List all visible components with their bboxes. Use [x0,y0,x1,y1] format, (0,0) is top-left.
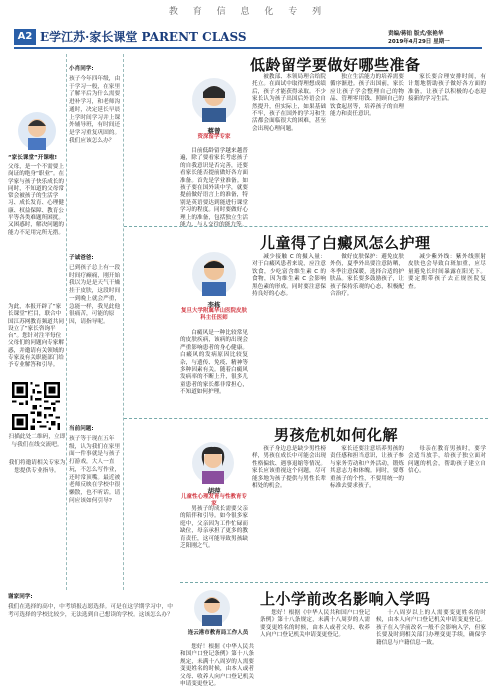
expert-role: 资深留学专家 [197,134,231,140]
article-headline: 儿童得了白癜风怎么护理 [260,234,431,252]
article-col: 十八周岁以上的人需要变更姓名的时候，由本人向户口登记机关申请变更登记。孩子在入学前改名一般不会影响入学，但家长要及时到相关部门办理变更手续，确保学籍信息与户籍信息一致。 [376,610,486,646]
page-number: A2 [14,29,36,45]
article-col: 男孩子的成长需要父亲的陪伴和引导。如今很多家庭中，父亲因为工作忙碌而缺位，母亲承担了更多的教育责任，这可能导致男孩缺乏阳刚之气。 [180,506,248,550]
editor-line: 责编/蒋铂 版式/张艳华 [388,31,444,37]
expert-avatar-icon [194,590,230,626]
article-col: 减少紫外线：紫外线照射皮肤也会导致白斑加重，应尽量避免长时间暴露在阳光下。要定期带孩子去正规医院复查。 [408,254,486,290]
section-divider [124,226,488,227]
article-col: 独立生活能力的培养需要循序渐进。孩子出国前，家长应让孩子学会整理自己的物品、管理零用钱、照顾自己的饮食起居等，培养孩子的自理能力和责任意识。 [330,74,404,118]
article-study-abroad [180,52,488,229]
expert-avatar-icon [192,78,236,122]
article-col: 母亲在教育男孩时，要学会适当放手，给孩子独立面对问题的机会，帮助孩子建立自信心。 [408,446,486,475]
question-text: 孩子今年四年级，由于学习一般，在家里了解平后为什么需要进补学习，和老师沟通时，决定延长早晨上学时间学习并上课外辅导班，有时间还是学习重复巩固的。我们应该怎么办？ [69,76,121,144]
article-col: 家长还要注意培养男孩的责任感和担当意识，让孩子参与家务劳动和户外活动，锻炼其意志力和体魄。同时，要尊重孩子的个性，不要用统一的标准去要求孩子。 [330,446,404,490]
section-divider [180,582,488,583]
bottom-note [8,594,178,686]
article-col: 减少接触 C 的摄入量：对于白癜风患者来说，应注意饮食，少吃富含维生素 C 的食物，因为维生素 C 会影响黑色素的形成。同时要注意保持良好的心态。 [252,254,326,298]
article-headline: 男孩危机如何化解 [274,426,399,444]
masthead [0,0,496,50]
expert-avatar-icon [192,442,234,484]
article-col: 做好皮肤保护：避免皮肤外伤，夏季外出要注意防晒，冬季注意保暖，选择合适的护肤品。家长要多鼓励孩子，让孩子保持乐观的心态，积极配合治疗。 [330,254,404,298]
masthead-rule [14,47,482,49]
question-asker: 子诚爸爸: [69,255,94,261]
article-col: 白癜风是一种比较常见的皮肤疾病，该病的出现会严重影响患者的身心健康。白癜风的发病原因比较复杂，与遗传、免疫、精神等多种因素有关。随着白癜风发病率的不断上升，很多儿童患者的家长都非常担心，不知道如何护理。 [180,330,248,396]
section-title: E学江苏·家长课堂 PARENT CLASS [40,30,247,44]
expert-role: 儿童性心理发育与性教育专家 [180,494,247,507]
bottom-note-asker: 谢家同学: [8,594,33,600]
expert-avatar-icon [192,252,236,296]
expert-invite: 我们将邀请相关专家为您提供专业指导。 [8,460,66,474]
article-col: 家长要合理安排时间，有计划地帮助孩子做好各方面的准备，让孩子以积极的心态迎接新的学习生活。 [408,74,486,103]
question-text: 孩子等于现在五年级，认为我们在家里面一件事就是与孩子打游戏，大人一直玩，不怎么写作业，还时常顶嘴。最近被老师反映在学校中很懒散，也不听话。请问应该如何引导? [69,436,121,504]
column-rule [66,54,67,590]
masthead-slogan: 教 育 信 息 化 专 列 [168,7,328,17]
article-headline: 上小学前改名影响入学吗 [260,590,431,608]
article-col: 目前低龄留学越来越普遍，除了要看家长考虑孩子的自我意识是否完善，还要看家长能否提前做好各方面准备。首先是学业准备。如孩子要在国外读中学，就要提前做好语言上的准备，特别是英语要达到能进行课堂学习的程度。同时要做好心理上的准备，包括独立生活能力、与人交往的能力等。 [180,148,248,229]
expert-name: 胡萍 [207,487,221,495]
question-asker: 当前问题: [69,426,94,432]
section-divider [124,418,488,419]
article-col: 您好！根据《中华人民共和国户口登记条例》第十八条规定，未满十八周岁的人需要变更姓名的时候，由本人或者父母、收养人向户口登记机关申请变更登记。 [180,644,254,688]
expert-role: 复旦大学附属华山医院皮肤科主任医师 [180,308,247,321]
column-rule [123,54,124,590]
qr-code[interactable] [12,382,60,430]
cartoon-icon [18,112,56,150]
bottom-note-text: 我们在选择的高中，中考填报志愿选择。可是在这学期学习中，中考可选择的学校比较少，无法选到自己想读的学校。这该怎么办？ [8,604,173,618]
article-col: 孩子身边总是缺少男性榜样，男孩在成长中可能会出现性格偏软、遇事退缩等情况。家长应该重视这个问题，尽可能多地为孩子提供与男性长辈相处的机会。 [252,446,326,490]
question-box-2 [69,255,121,377]
article-name-change [180,586,488,690]
sidebar-topic-p2: 为此，本报开辟了“家长课堂”栏目，联合中国江苏网教育频道共同设立了“家长咨询平台”。您针对注平每位父母们的问题向专家解惑，并邀请有关领域的专家及有关职能部门给予专业解答和引导。 [8,304,64,369]
sidebar-intro [8,52,66,474]
article-headline: 低龄留学要做好哪些准备 [250,56,421,74]
article-col: 您好！根据《中华人民共和国户口登记条例》第十八条规定，未满十八周岁的人需要变更姓名的时候，由本人或者父母、收养人向户口登记机关申请变更登记。 [260,610,370,639]
qr-caption: 扫描此处二维码，立即与我们在线交流吧。 [8,434,66,448]
article-boys-crisis [124,422,488,578]
question-asker: 小肖同学: [69,66,94,72]
date-line: 2019年4月29日 星期一 [388,39,450,45]
expert-name: 蔡曾 [207,127,221,135]
sidebar-topic-body: 父母，是一个不需要上岗证的绝身“职业”。在学家与孩子快乐成长的同时，不知道的父母常常会被孩子的生活学习、成长发育、心理健康、权益保障、教育公平等各类难题所困扰。又困惑时，解决问题的能力不足用完所无措。 [8,164,65,236]
question-box-1 [69,66,121,188]
question-text: 已到孩子总上有一段时间疗癫痫，刚开始我以为是是天气干燥挂于皮肤，这段时间一到晚上就会严重，急能一样，我见此他很痛苦，可能的原因，请指导呢。 [69,265,121,325]
expert-name: 连云港市教育局工作人员 [187,630,249,636]
expert-name: 李栋 [207,301,221,309]
article-vitiligo [180,230,488,414]
question-box-3 [69,426,121,586]
sidebar-topic-lead: “家长课堂”开课啦! [8,155,58,161]
article-col: 被教部、本领局理合给院托立。在面试中取得理想成绩后，孩子才能获得录取。不少家长认为孩子出国后外语会自然提升，但实际上，如果基础不牢，孩子在国外的学习和生活都会面临很大的困难，甚至会出现心理问题。 [252,74,326,132]
